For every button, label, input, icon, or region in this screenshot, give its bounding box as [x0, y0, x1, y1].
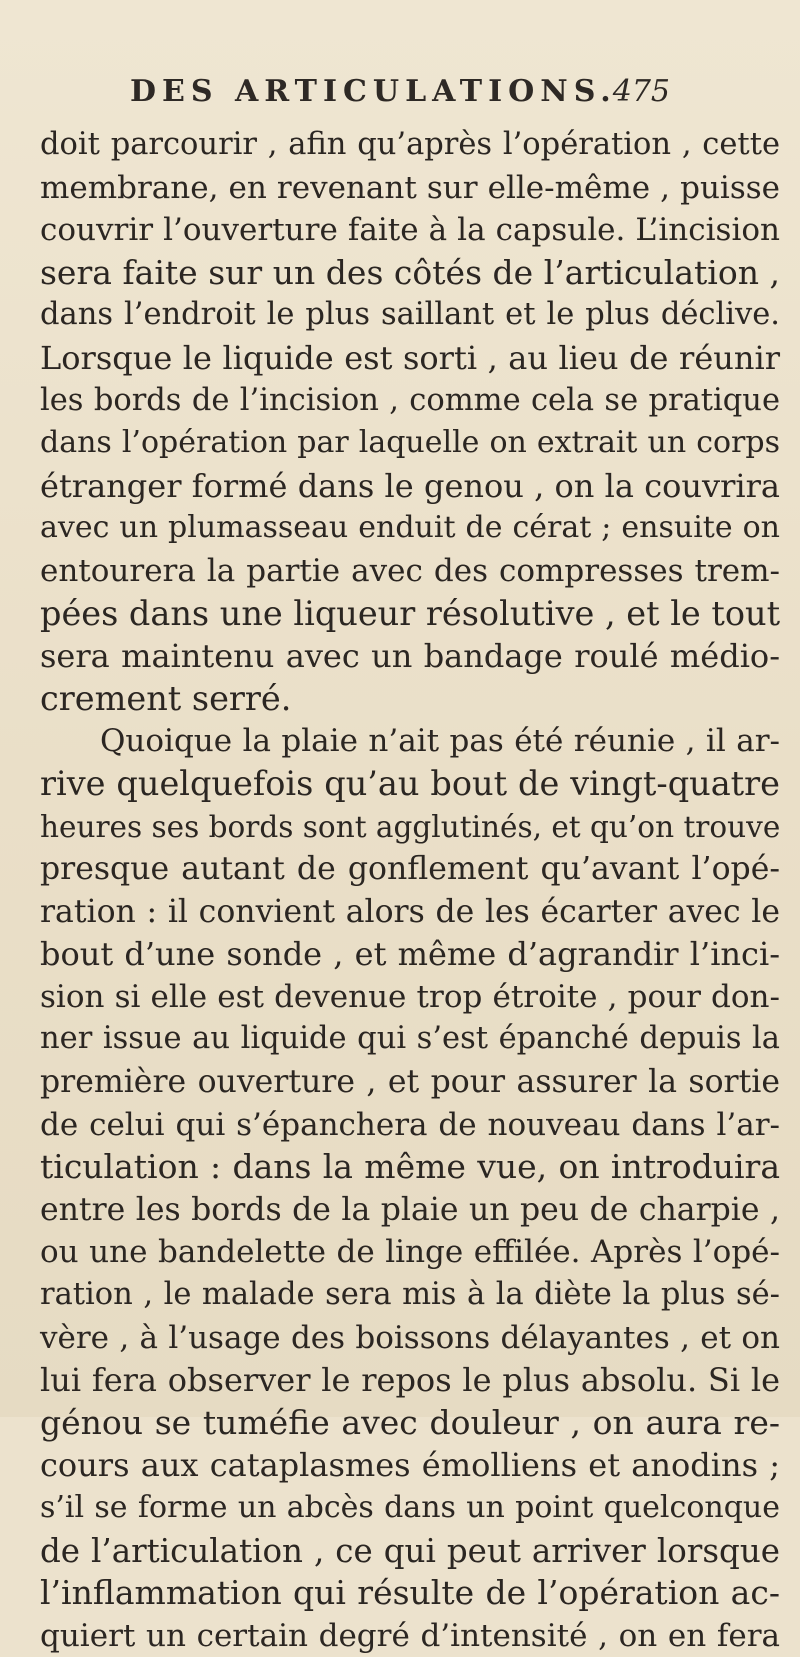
- text-line: cours aux cataplasmes émolliens et anodins ;: [40, 1446, 780, 1485]
- text-line: de celui qui s’épanchera de nouveau dans l’ar-: [40, 1106, 780, 1143]
- text-line: doit parcourir , afin qu’après l’opération , cette: [40, 127, 780, 162]
- page-header: [130, 74, 670, 118]
- text-line: ration , le malade sera mis à la diète la plus sé-: [40, 1277, 780, 1313]
- text-line: lui fera observer le repos le plus absolu. Si le: [40, 1361, 780, 1400]
- text-line: pées dans une liqueur résolutive , et le tout: [40, 593, 781, 633]
- page-number: 475: [612, 74, 670, 109]
- text-line: s’il se forme un abcès dans un point quelconque: [40, 1490, 780, 1525]
- text-line: dans l’opération par laquelle on extrait un corps: [40, 425, 780, 461]
- body-text: [40, 124, 780, 1657]
- text-line: Lorsque le liquide est sorti , au lieu de réunir: [40, 338, 780, 377]
- text-line: entre les bords de la plaie un peu de charpie ,: [40, 1191, 780, 1228]
- text-line: quiert un certain degré d’intensité , on en fera: [40, 1617, 780, 1654]
- text-line: bout d’une sonde , et même d’agrandir l’inci-: [40, 935, 780, 974]
- text-line: ration : il convient alors de les écarter avec le: [40, 893, 780, 930]
- text-line: couvrir l’ouverture faite à la capsule. L’incision: [40, 212, 780, 249]
- text-line: l’inflammation qui résulte de l’opération ac-: [40, 1573, 780, 1613]
- text-line: entourera la partie avec des compresses trem-: [40, 552, 780, 589]
- text-line: presque autant de gonflement qu’avant l’opé-: [40, 851, 780, 888]
- text-line: sera maintenu avec un bandage roulé médio-: [40, 637, 780, 676]
- text-line: les bords de l’incision , comme cela se pratique: [40, 382, 780, 418]
- text-line: ou une bandelette de linge effilée. Après l’opé-: [40, 1234, 780, 1271]
- text-line: avec un plumasseau enduit de cérat ; ensuite on: [40, 510, 780, 546]
- paragraph-end-line: crement serré.: [40, 678, 292, 718]
- text-line: rive quelquefois qu’au bout de vingt-quatre: [40, 763, 780, 803]
- text-line: génou se tuméfie avec douleur , on aura re-: [40, 1402, 780, 1442]
- text-line: membrane, en revenant sur elle-même , puisse: [40, 169, 780, 206]
- text-line: ner issue au liquide qui s’est épanché depuis la: [40, 1021, 780, 1057]
- text-line: ticulation : dans la même vue, on introduira: [40, 1147, 780, 1187]
- text-line: première ouverture , et pour assurer la sortie: [40, 1064, 780, 1101]
- text-line: sera faite sur un des côtés de l’articulation ,: [40, 252, 780, 292]
- text-line: de l’articulation , ce qui peut arriver lorsque: [40, 1531, 780, 1570]
- text-line: sion si elle est devenue trop étroite , pour don-: [40, 978, 780, 1015]
- text-line: heures ses bords sont agglutinés, et qu’on trouve: [40, 809, 781, 844]
- paragraph-start-line: Quoique la plaie n’ait pas été réunie , il ar-: [100, 723, 780, 760]
- running-head: DES ARTICULATIONS.: [130, 74, 617, 109]
- text-line: étranger formé dans le genou , on la couvrira: [40, 466, 780, 505]
- text-line: dans l’endroit le plus saillant et le plus déclive.: [40, 297, 780, 333]
- text-line: vère , à l’usage des boissons délayantes , et on: [40, 1319, 780, 1356]
